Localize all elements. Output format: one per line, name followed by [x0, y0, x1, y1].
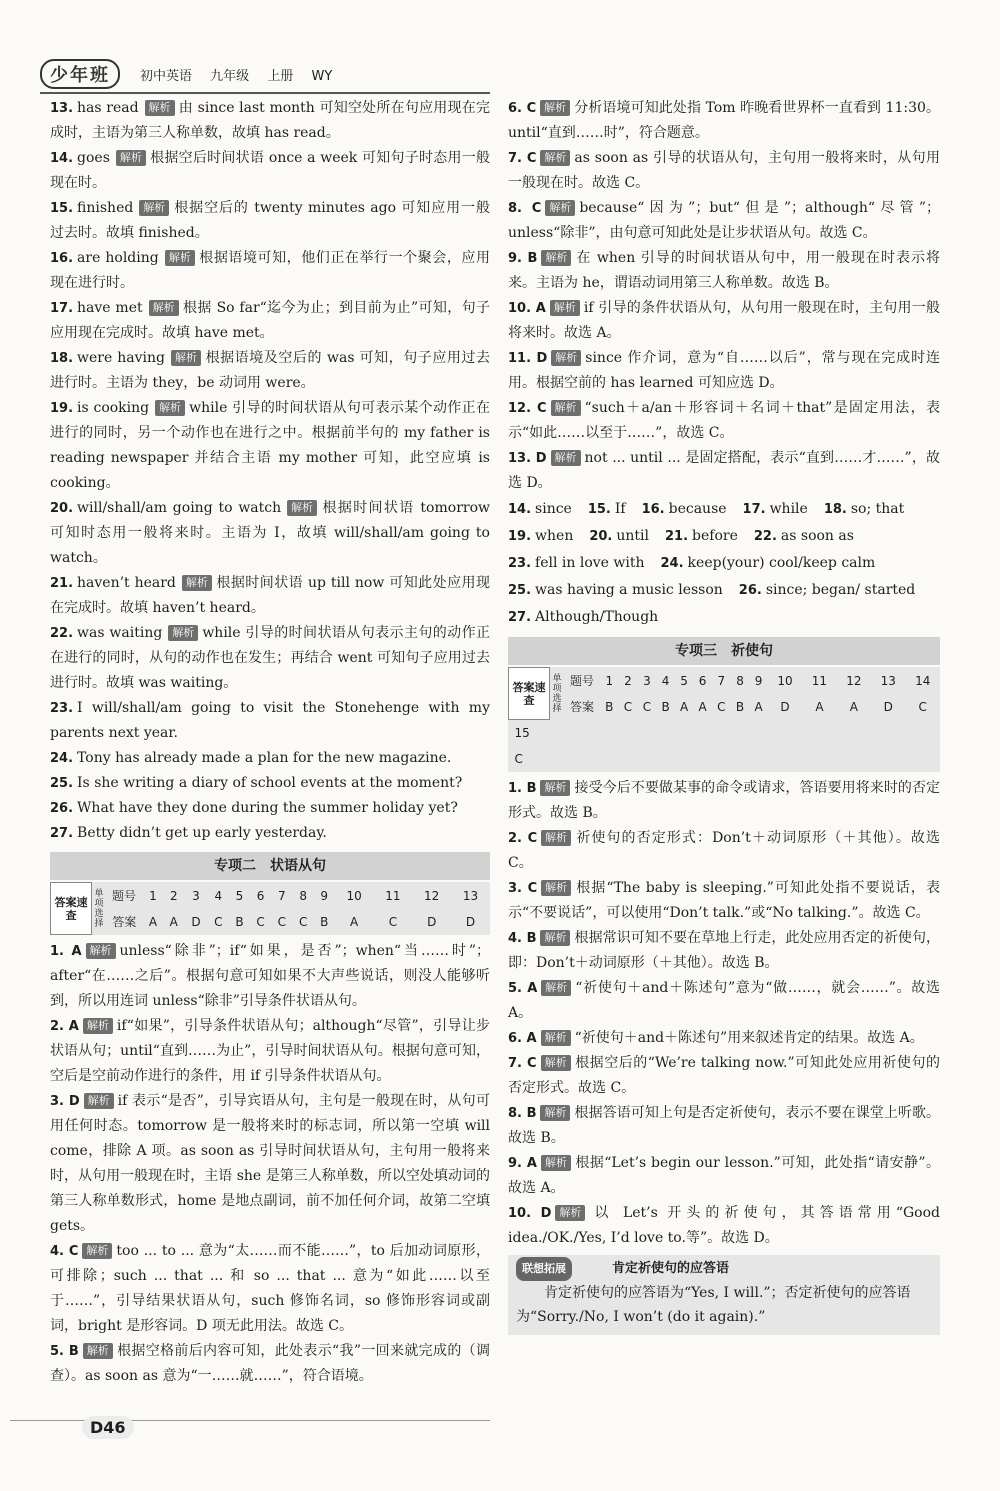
item-number: 16.	[50, 251, 74, 266]
item-number: 2. A	[50, 1019, 79, 1034]
answer-item	[508, 876, 940, 926]
extension-badge: 联想拓展	[516, 1257, 572, 1281]
item-explanation: too ... to ... 意为“太……而不能……”，to 后加动词原形，可排除；such ... that ... 和 so ... that ... 意为“如此……以至于……”，引导结果状语从句，such 修饰名词，so 修饰形容词或副词，bright 是形容词。D 项无此用法。故选 C。	[50, 1243, 490, 1334]
question-number-cell: 8	[736, 673, 744, 688]
answer-cell: C	[298, 914, 308, 929]
item-number: 6. C	[508, 101, 537, 116]
answer-item	[508, 926, 940, 976]
item-explanation: Tony has already made a plan for the new magazine.	[77, 750, 452, 766]
volume-label: 上册	[267, 68, 294, 84]
answer-list-section2-cont	[508, 96, 940, 496]
explanation-tag: 解析	[541, 1030, 571, 1046]
question-number-cell: 3	[192, 888, 200, 903]
item-number: 1. B	[508, 781, 537, 796]
item-explanation: “祈使句＋and＋陈述句”意为“做……，就会……”。故选 A。	[508, 980, 941, 1021]
item-number: 7. C	[508, 151, 537, 166]
item-answer: have met	[77, 300, 143, 316]
question-number-cell: 12	[424, 888, 440, 903]
left-column	[50, 96, 490, 1389]
extension-title: 肯定祈使句的应答语	[612, 1261, 730, 1276]
item-explanation: while 引导的时间状语从句表示主句的动作正在进行的同时，从句的动作也在发生；再结合 went 可知句子应用过去进行时。故填 was waiting。	[50, 625, 490, 691]
explanation-tag: 解析	[165, 250, 195, 266]
answer-item	[508, 826, 940, 876]
question-number-cell: 13	[462, 888, 479, 903]
item-explanation: if 表示“是否”，引导宾语从句，主句是一般现在时，从句可用任何时态。tomorrow 是一般将来时的标志词，所以第一空填 will come，排除 A 项。as soon as 引导时间状语从句，主句用一般将来时，从句用一般现在时，主语 she 是第三人称单数，所以空处填动词的第三人称单数形式，home 是地点副词，前不加任何介词，故第二空填 gets。	[50, 1093, 490, 1234]
answer-cell: C	[623, 699, 633, 714]
answer-item	[508, 1051, 940, 1101]
answer-cell: B	[605, 699, 614, 714]
answer-cell: C	[214, 914, 223, 929]
item-number: 6. A	[508, 1031, 537, 1046]
item-explanation: 接受今后不要做某事的命令或请求，答语要用将来时的否定形式。故选 B。	[508, 780, 941, 821]
section3-quick-answer-table	[508, 667, 940, 772]
answer-cell: C	[642, 699, 652, 714]
right-column	[508, 96, 940, 1335]
item-number: 10. D	[508, 1206, 552, 1221]
item-answer: was waiting	[77, 625, 163, 641]
answer-item	[50, 1014, 490, 1089]
answer-cell: B	[735, 699, 745, 714]
explanation-tag: 解析	[540, 100, 570, 116]
answer-item	[50, 1239, 490, 1339]
answer-item	[50, 246, 490, 296]
subject-label: 初中英语	[140, 68, 193, 84]
question-number-cell: 6	[698, 673, 707, 688]
answer-item	[50, 146, 490, 196]
answer-item	[508, 976, 940, 1026]
short-answer-pair	[589, 528, 655, 544]
answer-item	[508, 146, 940, 196]
item-number: 5. B	[50, 1344, 79, 1359]
item-answer: while	[769, 501, 808, 517]
item-number: 11. D	[508, 351, 548, 366]
item-number: 23.	[50, 701, 74, 716]
explanation-tag: 解析	[168, 625, 198, 641]
item-explanation: 根据“The baby is sleeping.”可知此处指不要说话，表示“不要说话”，可以使用“Don’t talk.”或“No talking.”。故选 C。	[508, 880, 940, 921]
question-number-cell: 4	[214, 888, 223, 903]
number-row-label: 题号	[569, 674, 594, 688]
short-answer-pair	[661, 555, 882, 571]
answer-item	[50, 296, 490, 346]
grade-label: 九年级	[210, 68, 250, 84]
answer-cell: B	[320, 914, 329, 929]
short-answer-pair	[508, 501, 578, 517]
question-number-cell: 5	[680, 673, 688, 688]
explanation-tag: 解析	[287, 500, 317, 516]
answer-list-short	[508, 496, 940, 631]
item-explanation: 根据 So far“迄今为止；到目前为止”可知，句子应用现在完成时。故填 have met。	[50, 300, 490, 341]
question-number-cell: 11	[811, 673, 828, 688]
item-explanation: if“如果”，引导条件状语从句；although“尽管”，引导让步状语从句；until“直到……为止”，引导时间状语从句。根据句意可知，空后是空前动作进行的条件，用 if 引导条件状语从句。	[50, 1018, 490, 1084]
answer-cell: C	[918, 699, 927, 714]
item-number: 26.	[738, 583, 762, 598]
answer-item	[50, 821, 490, 846]
item-number: 15.	[587, 502, 611, 517]
question-number-cell: 2	[624, 673, 632, 688]
answer-item	[508, 446, 940, 496]
answer-cell: D	[465, 914, 476, 929]
page-header	[40, 58, 500, 90]
explanation-tag: 解析	[149, 300, 179, 316]
short-answer-row	[508, 523, 940, 550]
item-number: 20.	[50, 501, 74, 516]
question-number-cell: 11	[385, 888, 401, 903]
question-number-cell: 1	[149, 888, 157, 903]
answer-cell: C	[717, 699, 726, 714]
item-answer: was having a music lesson	[535, 582, 723, 598]
short-answer-pair	[508, 528, 579, 544]
item-answer: were having	[77, 350, 166, 366]
item-explanation: 根据空格前后内容可知，此处表示“我”一回来就完成的（调查）。as soon as 意为“一……就……”，符合语境。	[50, 1343, 490, 1384]
answer-item	[508, 346, 940, 396]
short-answer-row	[508, 550, 940, 577]
explanation-tag: 解析	[155, 400, 185, 416]
item-answer: so; that	[850, 501, 905, 517]
item-number: 8. B	[508, 1106, 537, 1121]
answer-item	[508, 1026, 940, 1051]
question-number-cell: 7	[717, 673, 726, 688]
item-number: 1. A	[50, 944, 82, 959]
explanation-tag: 解析	[182, 575, 212, 591]
answer-list-section2	[50, 939, 490, 1389]
answer-cell: A	[815, 699, 824, 714]
item-explanation: while 引导的时间状语从句可表示某个动作正在进行的同时，另一个动作也在进行之中。根据前半句的 my father is reading newspaper 并结合主语 my mother 可知，此空应填 is cooking。	[50, 400, 490, 491]
section2-title: 专项二 状语从句	[50, 852, 490, 880]
item-number: 4. C	[50, 1244, 79, 1259]
item-explanation: because“因为”；but“但是”；although“尽管”；unless“除非”，由句意可知此处是让步状语从句。故选 C。	[508, 200, 940, 241]
answer-item	[508, 1151, 940, 1201]
item-explanation: “such＋a/an＋形容词＋名词＋that”是固定用法，表示“如此……以至于……”，故选 C。	[508, 400, 940, 441]
brand-logo: 少年班	[40, 59, 120, 89]
answer-list-sentences	[50, 696, 490, 846]
item-number: 16.	[641, 502, 665, 517]
answer-item	[50, 396, 490, 496]
item-answer: as soon as	[780, 528, 854, 544]
extension-text: 肯定祈使句的应答语为“Yes, I will.”；否定祈使句的应答语为“Sorry./No, I won’t (do it again).”	[516, 1285, 911, 1325]
answer-item	[50, 621, 490, 696]
item-explanation: as soon as 引导的状语从句，主句用一般将来时，从句用一般现在时。故选 C。	[508, 150, 940, 191]
explanation-tag: 解析	[145, 100, 175, 116]
item-explanation: 根据空后的 twenty minutes ago 可知应用一般过去时。故填 finished。	[50, 200, 490, 241]
item-answer: goes	[77, 150, 110, 166]
item-explanation: since 作介词，意为“自……以后”，常与现在完成时连用。根据空前的 has learned 可知应选 D。	[508, 350, 940, 391]
explanation-tag: 解析	[541, 1155, 571, 1171]
question-number-cell: 14	[915, 673, 931, 688]
item-answer: until	[616, 528, 649, 544]
question-number-cell: 9	[754, 673, 763, 688]
item-number: 27.	[50, 826, 74, 841]
quick-answer-badge: 答案速查	[509, 668, 550, 720]
short-answer-row	[508, 604, 940, 631]
explanation-tag: 解析	[545, 200, 575, 216]
item-answer: since	[535, 501, 572, 517]
explanation-tag: 解析	[541, 880, 571, 896]
explanation-tag: 解析	[540, 930, 570, 946]
item-number: 18.	[823, 502, 847, 517]
question-number-cell: 10	[777, 673, 793, 688]
book-meta	[140, 65, 346, 84]
item-number: 23.	[508, 556, 532, 571]
short-answer-pair	[743, 501, 814, 517]
item-number: 3. D	[50, 1094, 80, 1109]
answer-cell: A	[148, 914, 158, 929]
answer-row-label: 答案	[112, 915, 137, 929]
item-explanation: 以 Let’s 开头的祈使句，其答语常用“Good idea./OK./Yes, I’d love to.等”。故选 D。	[508, 1205, 940, 1246]
answer-cell: D	[883, 699, 893, 714]
item-answer: when	[535, 528, 574, 544]
answer-item	[50, 796, 490, 821]
item-number: 19.	[508, 529, 532, 544]
answer-cell: C	[277, 914, 287, 929]
item-answer: are holding	[77, 250, 159, 266]
short-answer-pair	[739, 582, 921, 598]
item-number: 9. B	[508, 251, 538, 266]
answer-item	[508, 776, 940, 826]
item-answer: Although/Though	[535, 609, 659, 625]
item-number: 24.	[660, 556, 684, 571]
item-explanation: 根据“Let’s begin our lesson.”可知，此处指“请安静”。故选 A。	[508, 1155, 940, 1196]
item-explanation: 根据空后的“We’re talking now.”可知此处应用祈使句的否定形式。故选 C。	[508, 1055, 940, 1096]
answer-item	[50, 696, 490, 746]
item-number: 17.	[742, 502, 766, 517]
explanation-tag: 解析	[541, 830, 571, 846]
item-number: 12. C	[508, 401, 547, 416]
short-answer-row	[508, 577, 940, 604]
item-number: 22.	[50, 626, 74, 641]
explanation-tag: 解析	[83, 1343, 113, 1359]
item-explanation: “祈使句＋and＋陈述句”用来叙述肯定的结果。故选 A。	[574, 1030, 924, 1046]
item-number: 21.	[665, 529, 689, 544]
item-explanation: 在 when 引导的时间状语从句中，用一般现在时表示将来。主语为 he，谓语动词用第三人称单数。故选 B。	[508, 250, 940, 291]
short-answer-pair	[754, 528, 860, 544]
footer-divider	[10, 1420, 490, 1421]
explanation-tag: 解析	[551, 450, 581, 466]
answer-item	[50, 346, 490, 396]
explanation-tag: 解析	[551, 400, 581, 416]
explanation-tag: 解析	[83, 1018, 113, 1034]
item-number: 9. A	[508, 1156, 537, 1171]
explanation-tag: 解析	[82, 1243, 112, 1259]
item-explanation: I will/shall/am going to visit the Stonehenge with my parents next year.	[50, 700, 490, 741]
item-explanation: 根据语境可知，他们正在举行一个聚会，应用现在进行时。	[50, 250, 490, 291]
item-number: 25.	[508, 583, 532, 598]
question-number-cell: 12	[846, 673, 862, 688]
item-explanation: 根据答语可知上句是否定祈使句，表示不要在课堂上听歌。故选 B。	[508, 1105, 941, 1146]
answer-cell: C	[256, 914, 265, 929]
question-number-cell: 6	[256, 888, 265, 903]
choice-type-label: 单项选择	[94, 888, 104, 929]
answer-item	[508, 1101, 940, 1151]
explanation-tag: 解析	[540, 780, 570, 796]
question-number-cell: 8	[299, 888, 307, 903]
answer-item	[50, 746, 490, 771]
item-number: 7. C	[508, 1056, 537, 1071]
item-answer: has read	[77, 100, 139, 116]
item-number: 8. C	[508, 201, 542, 216]
answer-cell: D	[427, 914, 437, 929]
answer-cell: B	[235, 914, 244, 929]
item-number: 18.	[50, 351, 74, 366]
question-number-cell: 5	[235, 888, 244, 903]
explanation-tag: 解析	[541, 250, 571, 266]
answer-item	[508, 1201, 940, 1251]
item-number: 26.	[50, 801, 74, 816]
item-number: 25.	[50, 776, 74, 791]
answer-item	[508, 96, 940, 146]
item-explanation: not ... until ... 是固定搭配，表示“直到……才……”，故选 D。	[508, 450, 940, 491]
question-number-cell: 10	[346, 888, 362, 903]
item-explanation: 根据空后时间状语 once a week 可知句子时态用一般现在时。	[50, 150, 490, 191]
explanation-tag: 解析	[541, 980, 571, 996]
item-answer: will/shall/am going to watch	[77, 500, 282, 516]
explanation-tag: 解析	[139, 200, 169, 216]
answer-item	[508, 196, 940, 246]
answer-cell: B	[661, 699, 670, 714]
answer-item	[508, 296, 940, 346]
section2-quick-answer-table	[50, 882, 490, 935]
question-number-cell: 13	[880, 673, 896, 688]
item-explanation: What have they done during the summer holiday yet?	[77, 800, 458, 816]
item-answer: because	[668, 501, 727, 517]
answer-cell: A	[698, 699, 707, 714]
answer-item	[50, 196, 490, 246]
item-explanation: unless“除非”；if“如果，是否”；when“当……时”；after“在……之后”。根据句意可知如果不大声些说话，则没人能够听到，所以用连词 unless“除非”引导条件状语从句。	[50, 943, 490, 1009]
answer-item	[50, 496, 490, 571]
item-number: 3. C	[508, 881, 538, 896]
question-number-cell: 9	[320, 888, 329, 903]
answer-item	[508, 396, 940, 446]
answer-item	[50, 1339, 490, 1389]
item-explanation: Is she writing a diary of school events at the moment?	[77, 775, 463, 791]
item-number: 13.	[50, 101, 74, 116]
item-explanation: 根据语境及空后的 was 可知，句子应用过去进行时。主语为 they，be 动词用 were。	[50, 350, 490, 391]
explanation-tag: 解析	[84, 1093, 114, 1109]
answer-cell: A	[849, 699, 858, 714]
short-answer-pair	[508, 555, 651, 571]
answer-cell: C	[388, 914, 398, 929]
extra-answer: C	[514, 752, 523, 766]
item-explanation: if 引导的条件状语从句，从句用一般现在时，主句用一般将来时。故选 A。	[508, 300, 940, 341]
question-number-cell: 2	[169, 888, 178, 903]
item-answer: finished	[77, 200, 134, 216]
short-answer-pair	[665, 528, 744, 544]
answer-list-section1	[50, 96, 490, 696]
explanation-tag: 解析	[116, 150, 146, 166]
explanation-tag: 解析	[171, 350, 201, 366]
item-number: 27.	[508, 610, 532, 625]
item-number: 10. A	[508, 301, 546, 316]
item-number: 14.	[50, 151, 74, 166]
item-explanation: 由 since last month 可知空处所在句应用现在完成时，主语为第三人称单数，故填 has read。	[50, 100, 490, 141]
item-explanation: 根据时间状语 up till now 可知此处应用现在完成时。故填 haven’t heard。	[50, 575, 490, 616]
question-number-cell: 3	[643, 673, 651, 688]
item-answer: since; began/ started	[765, 582, 916, 598]
item-answer: keep(your) cool/keep calm	[687, 555, 876, 571]
explanation-tag: 解析	[86, 943, 116, 959]
short-answer-pair	[824, 501, 910, 517]
answer-cell: D	[191, 914, 201, 929]
answer-item	[508, 246, 940, 296]
explanation-tag: 解析	[541, 1055, 571, 1071]
item-number: 14.	[508, 502, 532, 517]
section3-title: 专项三 祈使句	[508, 637, 940, 665]
explanation-tag: 解析	[540, 1105, 570, 1121]
extension-box	[508, 1255, 940, 1335]
page-number: D46	[82, 1416, 134, 1439]
answer-cell: A	[680, 699, 689, 714]
choice-type-label: 单项选择	[552, 673, 562, 714]
header-divider	[40, 92, 490, 94]
short-answer-pair	[508, 582, 729, 598]
answer-cell: A	[754, 699, 763, 714]
explanation-tag: 解析	[555, 1205, 585, 1221]
edition-label: WY	[311, 68, 333, 84]
item-number: 20.	[589, 529, 613, 544]
item-answer: is cooking	[77, 400, 150, 416]
item-explanation: 祈使句的否定形式：Don’t＋动词原形（＋其他）。故选 C。	[508, 830, 940, 871]
page-footer	[0, 1412, 1000, 1491]
item-number: 19.	[50, 401, 74, 416]
item-answer: If	[614, 501, 626, 517]
short-answer-pair	[588, 501, 632, 517]
item-explanation: 根据时间状语 tomorrow 可知时态用一般将来时。主语为 I，故填 will/shall/am going to watch。	[50, 500, 490, 566]
item-explanation: 分析语境可知此处指 Tom 昨晚看世界杯一直看到 11:30。until“直到……时”，符合题意。	[508, 100, 940, 141]
question-number-cell: 4	[661, 673, 670, 688]
item-answer: before	[692, 528, 738, 544]
answer-item	[50, 939, 490, 1014]
item-number: 2. C	[508, 831, 538, 846]
answer-cell: A	[349, 914, 359, 929]
explanation-tag: 解析	[540, 150, 570, 166]
item-number: 21.	[50, 576, 74, 591]
item-number: 22.	[753, 529, 777, 544]
item-number: 15.	[50, 201, 74, 216]
answer-cell: A	[169, 914, 178, 929]
item-number: 13. D	[508, 451, 547, 466]
answer-item	[50, 571, 490, 621]
answer-item	[50, 96, 490, 146]
question-number-cell: 1	[605, 673, 614, 688]
number-row-label: 题号	[111, 889, 136, 903]
short-answer-pair	[508, 609, 664, 625]
explanation-tag: 解析	[550, 300, 580, 316]
item-number: 5. A	[508, 981, 538, 996]
question-number-cell: 7	[278, 888, 286, 903]
answer-item	[50, 771, 490, 796]
answer-cell: D	[780, 699, 790, 714]
answer-list-section3	[508, 776, 940, 1251]
short-answer-pair	[642, 501, 733, 517]
item-explanation: Betty didn’t get up early yesterday.	[77, 825, 327, 841]
short-answer-row	[508, 496, 940, 523]
item-answer: fell in love with	[535, 555, 645, 571]
item-number: 24.	[50, 751, 74, 766]
extra-number: 15	[514, 726, 530, 740]
item-answer: haven’t heard	[77, 575, 176, 591]
answer-row-label: 答案	[569, 700, 594, 714]
quick-answer-badge: 答案速查	[51, 883, 92, 935]
explanation-tag: 解析	[551, 350, 581, 366]
item-number: 4. B	[508, 931, 537, 946]
item-explanation: 根据常识可知不要在草地上行走，此处应用否定的祈使句，即：Don’t＋动词原形（＋其他）。故选 B。	[508, 930, 941, 971]
answer-item	[50, 1089, 490, 1239]
item-number: 17.	[50, 301, 74, 316]
